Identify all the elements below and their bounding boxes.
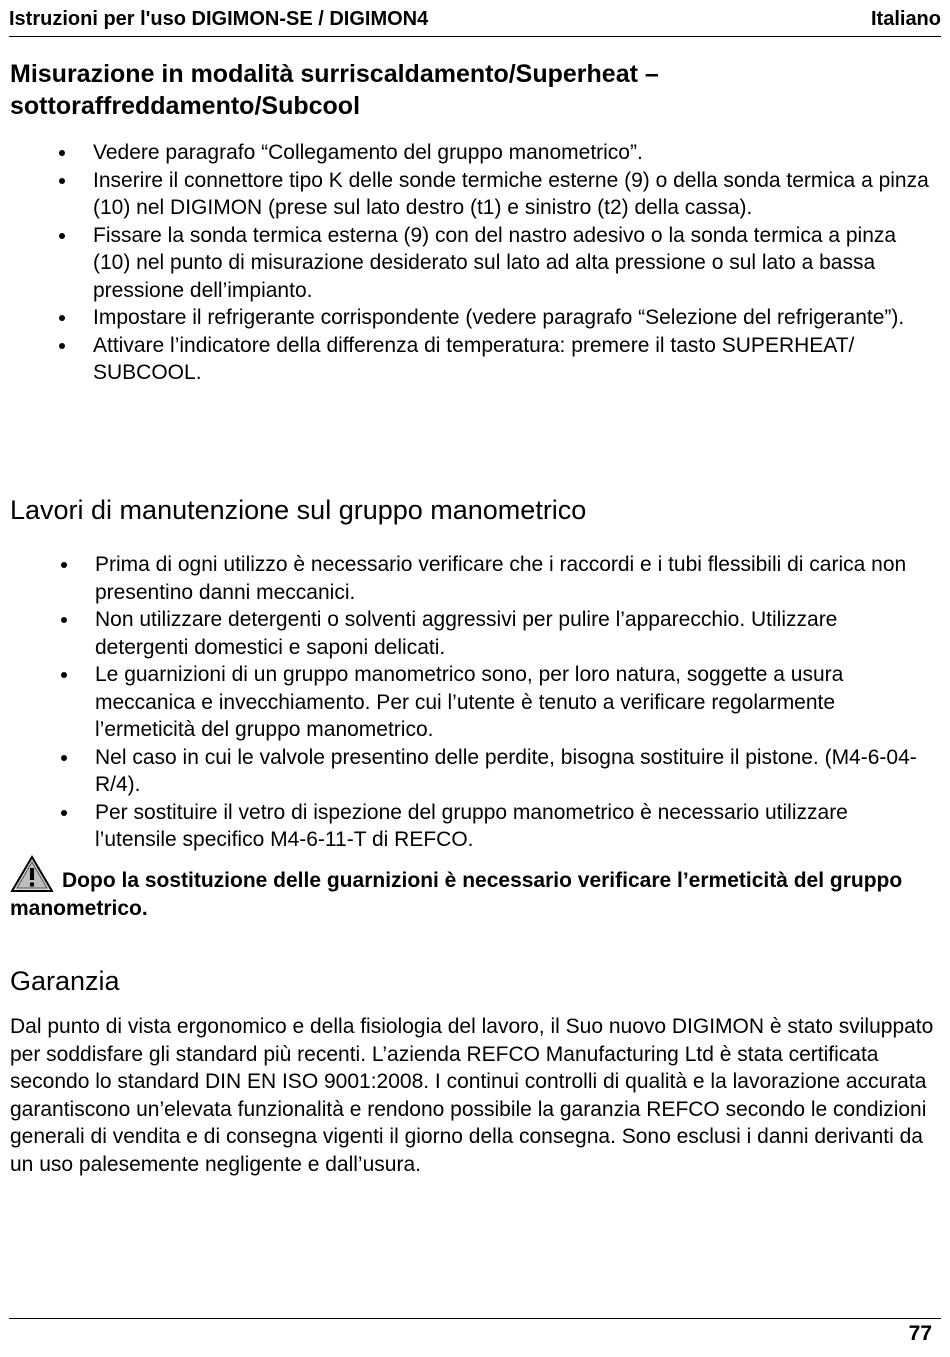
bullet-icon	[59, 150, 65, 156]
footer-divider	[9, 1318, 941, 1319]
bullet-icon	[61, 672, 67, 678]
section-maintenance-title: Lavori di manutenzione sul gruppo manometrico	[10, 495, 587, 525]
bullet-icon	[59, 343, 65, 349]
list-item-text: Non utilizzare detergenti o solventi aggressivi per pulire l’apparecchio. Utilizzare detergenti domestici e saponi delicati.	[95, 608, 838, 659]
list-item	[10, 799, 935, 854]
section-superheat-title-line1: Misurazione in modalità surriscaldamento/Superheat –	[10, 60, 659, 88]
superheat-steps	[10, 139, 935, 387]
list-item	[10, 222, 935, 305]
warranty-body	[10, 1013, 935, 1178]
bullet-icon	[59, 233, 65, 239]
section-superheat	[10, 58, 935, 122]
list-item-text: Fissare la sonda termica esterna (9) con del nastro adesivo o la sonda termica a pinza (10) nel punto di misurazione desiderato sul lato ad alta pressione o sul lato a bassa pressione dell’impianto.	[93, 223, 897, 302]
document-title: Istruzioni per l'uso DIGIMON-SE / DIGIMON4	[9, 8, 429, 30]
warning-triangle-icon	[10, 855, 54, 893]
bullet-icon	[61, 810, 67, 816]
maintenance-list	[10, 551, 935, 854]
list-item	[10, 606, 935, 661]
section-maintenance	[10, 494, 935, 526]
list-item-text: Attivare l’indicatore della differenza di temperatura: premere il tasto SUPERHEAT/ SUBCOOL.	[93, 333, 855, 384]
list-item-text: Le guarnizioni di un gruppo manometrico sono, per loro natura, soggette a usura meccanica e invecchiamento. Per cui l’utente è tenuto a verificare regolarmente l’ermeticità del gruppo manometrico.	[95, 663, 844, 741]
warning-text: Dopo la sostituzione delle guarnizioni è necessario verificare l’ermeticità del gruppo manometrico.	[10, 869, 903, 920]
page-header	[9, 6, 941, 37]
bullet-icon	[61, 755, 67, 761]
list-item-text: Inserire il connettore tipo K delle sonde termiche esterne (9) o della sonda termica a pinza (10) nel DIGIMON (prese sul lato destro (t1) e sinistro (t2) della cassa).	[93, 168, 929, 219]
section-warranty-title: Garanzia	[10, 966, 120, 996]
bullet-icon	[59, 315, 65, 321]
superheat-step-list	[10, 139, 935, 387]
list-item-text: Per sostituire il vetro di ispezione del gruppo manometrico è necessario utilizzare l’utensile specifico M4-6-11-T di REFCO.	[95, 800, 848, 851]
document-language: Italiano	[870, 8, 941, 30]
list-item	[10, 661, 935, 744]
list-item-text: Vedere paragrafo “Collegamento del gruppo manometrico”.	[93, 141, 643, 164]
bullet-icon	[61, 617, 67, 623]
bullet-icon	[59, 178, 65, 184]
page-number: 77	[908, 1322, 932, 1345]
section-superheat-title-line2: sottoraffreddamento/Subcool	[10, 92, 361, 120]
list-item-text: Nel caso in cui le valvole presentino delle perdite, bisogna sostituire il pistone. (M4-6-04-R/4).	[95, 745, 917, 796]
list-item	[10, 304, 935, 332]
maintenance-steps	[10, 551, 935, 854]
list-item	[10, 551, 935, 606]
warning-note	[10, 855, 935, 923]
section-superheat-title	[10, 58, 935, 122]
list-item	[10, 744, 935, 799]
list-item	[10, 139, 935, 167]
list-item	[10, 332, 935, 387]
warranty-paragraph: Dal punto di vista ergonomico e della fisiologia del lavoro, il Suo nuovo DIGIMON è stato sviluppato per soddisfare gli standard più recenti. L’azienda REFCO Manufacturing Ltd è stata certificata secondo lo standard DIN EN ISO 9001:2008. I continui controlli di qualità e la lavorazione accurata garantiscono un’elevata funzionalità e rendono possibile la garanzia REFCO secondo le condizioni generali di vendita e di consegna vigenti il giorno della consegna. Sono esclusi i danni derivanti da un uso palesemente negligente e dall’usura.	[10, 1015, 934, 1176]
list-item-text: Prima di ogni utilizzo è necessario verificare che i raccordi e i tubi flessibili di carica non presentino danni meccanici.	[95, 553, 907, 604]
list-item-text: Impostare il refrigerante corrispondente (vedere paragrafo “Selezione del refrigerante”).	[93, 306, 905, 329]
bullet-icon	[61, 562, 67, 568]
list-item	[10, 167, 935, 222]
section-warranty	[10, 965, 935, 997]
